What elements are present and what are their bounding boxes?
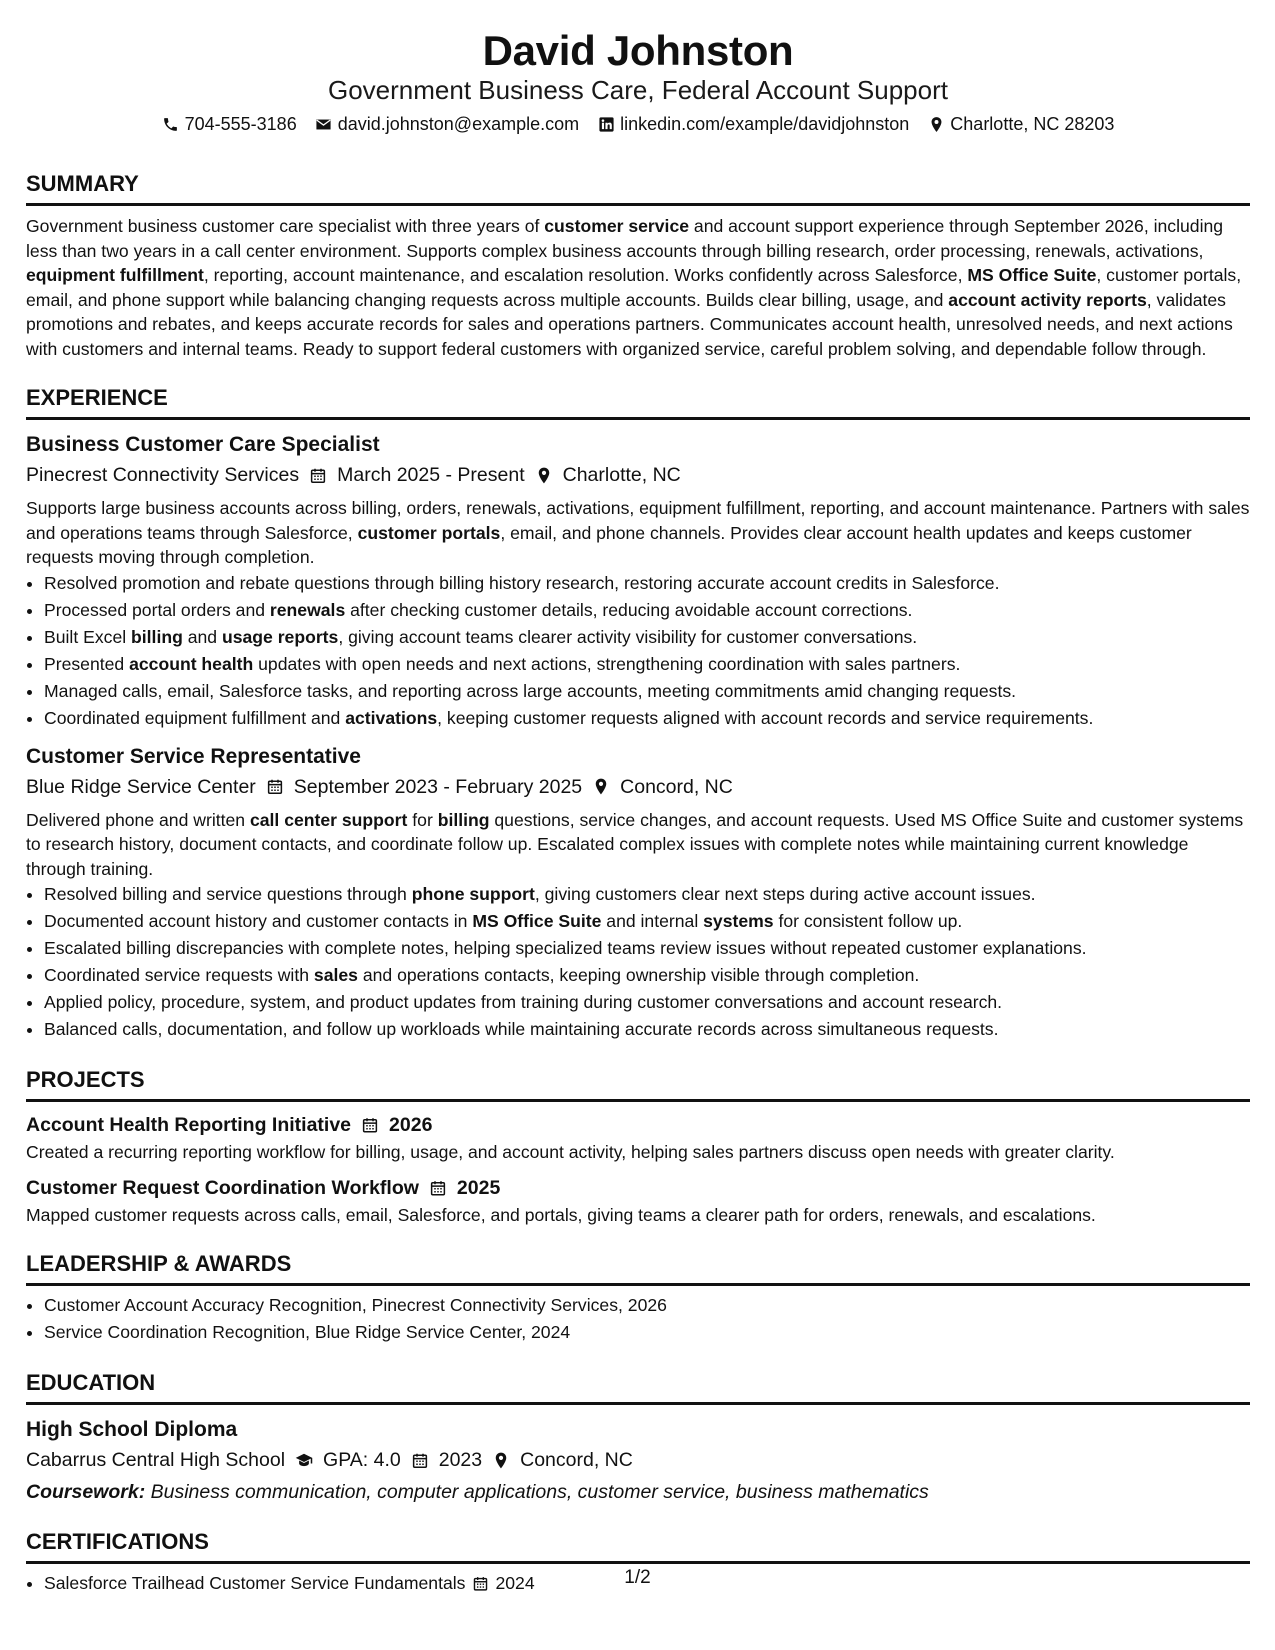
job-location: Charlotte, NC bbox=[562, 464, 681, 486]
bold-text: billing bbox=[437, 809, 490, 830]
bold-text: customer portals bbox=[357, 522, 501, 543]
contact-linkedin bbox=[597, 113, 909, 135]
bold-text: sales bbox=[313, 965, 358, 985]
text-run: , reporting, account maintenance, and escalation resolution. Works confidently across Salesforce, bbox=[203, 265, 968, 285]
cert-year: 2024 bbox=[495, 1573, 535, 1593]
text-run: for consistent follow up. bbox=[773, 911, 963, 931]
resume-page bbox=[26, 0, 1250, 1597]
job-title: Customer Service Representative bbox=[26, 744, 361, 768]
page-number: 1/2 bbox=[624, 1567, 651, 1588]
education-location: Concord, NC bbox=[520, 1449, 633, 1471]
text-run: , giving customers clear next steps during active account issues. bbox=[534, 884, 1036, 904]
education-year: 2023 bbox=[438, 1449, 483, 1471]
project-year: 2026 bbox=[389, 1114, 433, 1136]
calendar-icon bbox=[361, 1116, 379, 1134]
text-run: Supports large business accounts across billing, orders, renewals, activations, equipment fulfillment, reporting, and account maintenance. Partners with sales and operations teams through Salesforce, bbox=[26, 498, 1250, 543]
coursework-text: Business communication, computer applications, customer service, business mathematics bbox=[150, 1481, 929, 1503]
calendar-icon bbox=[429, 1179, 447, 1197]
calendar-icon bbox=[309, 466, 327, 484]
bold-text: systems bbox=[703, 911, 774, 931]
contact-location bbox=[927, 113, 1114, 135]
text-run: , customer portals, email, and phone support while balancing changing requests across multiple accounts. Builds clear billing, usage, and bbox=[26, 265, 1242, 310]
text-run: Delivered phone and written bbox=[26, 809, 250, 830]
text-run: Processed portal orders and bbox=[44, 599, 270, 620]
summary-heading: SUMMARY bbox=[26, 171, 1250, 206]
summary-text bbox=[26, 214, 1250, 361]
bold-text: equipment fulfillment bbox=[26, 265, 204, 285]
list-item bbox=[44, 908, 1250, 935]
job-dates: March 2025 - Present bbox=[337, 464, 525, 486]
education-gpa: GPA: 4.0 bbox=[323, 1449, 401, 1471]
text-run: Built Excel bbox=[44, 626, 132, 647]
bold-text: phone support bbox=[411, 884, 535, 904]
bold-text: billing bbox=[131, 626, 183, 647]
map-pin-icon bbox=[535, 466, 553, 484]
text-run: Managed calls, email, Salesforce tasks, and reporting across large accounts, meeting commitments amid changing requests. bbox=[44, 680, 1017, 701]
map-pin-icon bbox=[492, 1451, 510, 1469]
text-run: Applied policy, procedure, system, and product updates from training during customer conversations and account research. bbox=[44, 992, 1003, 1012]
list-item bbox=[44, 624, 1250, 651]
leadership-heading: LEADERSHIP & AWARDS bbox=[26, 1251, 1250, 1286]
list-item bbox=[44, 678, 1250, 705]
job-entry bbox=[26, 432, 1250, 732]
text-run: Resolved billing and service questions through bbox=[44, 884, 412, 904]
education-school: Cabarrus Central High School bbox=[26, 1449, 286, 1471]
job-bullets bbox=[26, 881, 1250, 1043]
contact-phone bbox=[162, 113, 297, 135]
text-run: updates with open needs and next actions, strengthening coordination with sales partners. bbox=[253, 653, 961, 674]
list-item: • Customer Account Accuracy Recognition, Pinecrest Connectivity Services, 2026 bbox=[44, 1292, 1250, 1319]
certifications-heading: CERTIFICATIONS bbox=[26, 1529, 1250, 1564]
bold-text: activations bbox=[345, 707, 438, 728]
linkedin-icon bbox=[597, 115, 615, 133]
list-item bbox=[44, 1016, 1250, 1043]
job-company: Pinecrest Connectivity Services bbox=[26, 464, 300, 486]
list-item: • Service Coordination Recognition, Blue Ridge Service Center, 2024 bbox=[44, 1319, 1250, 1346]
project-title: Account Health Reporting Initiative bbox=[26, 1114, 352, 1136]
project-description: Created a recurring reporting workflow for billing, usage, and account activity, helping sales partners discuss open needs with greater clarity. bbox=[26, 1142, 1115, 1162]
projects-heading: PROJECTS bbox=[26, 1067, 1250, 1102]
job-dates: September 2023 - February 2025 bbox=[293, 775, 583, 798]
contact-bar bbox=[26, 113, 1250, 135]
contact-location-text: Charlotte, NC 28203 bbox=[950, 114, 1115, 134]
text-run: and operations contacts, keeping ownership visible through completion. bbox=[357, 965, 920, 985]
job-description bbox=[26, 808, 1250, 882]
graduation-cap-icon bbox=[295, 1451, 313, 1469]
envelope-icon bbox=[315, 115, 333, 133]
candidate-title: Government Business Care, Federal Account Support bbox=[328, 75, 948, 105]
list-item bbox=[44, 881, 1250, 908]
project-title-row bbox=[26, 1175, 1250, 1201]
text-run: Coordinated service requests with bbox=[44, 965, 314, 985]
calendar-icon bbox=[266, 778, 284, 796]
text-run: , email, and phone channels. Provides clear account health updates and keeps customer requests moving through completion. bbox=[26, 522, 1192, 567]
education-coursework bbox=[26, 1479, 1250, 1505]
text-run: Presented bbox=[44, 653, 130, 674]
bold-text: renewals bbox=[269, 599, 346, 620]
education-heading: EDUCATION bbox=[26, 1370, 1250, 1405]
project-title: Customer Request Coordination Workflow bbox=[26, 1176, 419, 1199]
contact-phone-text[interactable]: 704-555-3186 bbox=[184, 114, 297, 134]
bold-text: call center support bbox=[249, 809, 408, 830]
text-run: Balanced calls, documentation, and follow up workloads while maintaining accurate records across simultaneous requests. bbox=[44, 1019, 999, 1039]
job-company: Blue Ridge Service Center bbox=[26, 775, 256, 798]
job-entry bbox=[26, 744, 1250, 1044]
contact-email-text[interactable]: david.johnston@example.com bbox=[337, 114, 580, 134]
text-run: , keeping customer requests aligned with account records and service requirements. bbox=[437, 707, 1094, 728]
job-meta bbox=[26, 462, 1250, 488]
project-description: Mapped customer requests across calls, email, Salesforce, and portals, giving teams a clearer path for orders, renewals, and escalations. bbox=[26, 1204, 1096, 1225]
text-run: Documented account history and customer contacts in bbox=[44, 911, 473, 931]
project-entry bbox=[26, 1112, 1250, 1165]
bold-text: usage reports bbox=[221, 626, 339, 647]
map-pin-icon bbox=[927, 115, 945, 133]
text-run: Escalated billing discrepancies with complete notes, helping specialized teams review issues without repeated customer explanations. bbox=[44, 938, 1087, 958]
list-item bbox=[44, 570, 1250, 597]
job-meta bbox=[26, 774, 1250, 800]
leadership-list bbox=[26, 1292, 1250, 1346]
text-run: and internal bbox=[601, 911, 704, 931]
project-entry bbox=[26, 1175, 1250, 1228]
bold-text: account health bbox=[129, 653, 254, 674]
list-item bbox=[44, 989, 1250, 1016]
text-run: and account support experience through September 2026, including less than two years in a call center environment. Supports complex business accounts through billing research, order processing, renewals, activations, bbox=[26, 216, 1224, 261]
phone-icon bbox=[162, 115, 180, 133]
project-year: 2025 bbox=[456, 1176, 501, 1199]
text-run: , validates promotions and rebates, and keeps accurate records for sales and operations partners. Communicates account health, unresolved needs, and next actions with customers and internal teams. Ready to support federal customers with organized service, careful problem solving, and dependable follow through. bbox=[26, 289, 1233, 359]
bold-text: customer service bbox=[544, 216, 690, 236]
list-item bbox=[44, 935, 1250, 962]
text-run: for bbox=[407, 809, 438, 830]
contact-email bbox=[315, 113, 579, 135]
text-run: questions, service changes, and account requests. Used MS Office Suite and customer systems to research history, document contacts, and coordinate follow up. Escalated complex issues with complete notes while maintaining current knowledge through training. bbox=[26, 809, 1244, 879]
education-meta bbox=[26, 1447, 1250, 1473]
list-item bbox=[44, 597, 1250, 624]
map-pin-icon bbox=[592, 778, 610, 796]
bold-text: MS Office Suite bbox=[472, 911, 602, 931]
text-run: Government business customer care specialist with three years of bbox=[26, 216, 545, 236]
candidate-name: David Johnston bbox=[482, 27, 794, 74]
job-title: Business Customer Care Specialist bbox=[26, 433, 380, 456]
bold-text: account activity reports bbox=[948, 289, 1147, 310]
list-item bbox=[44, 705, 1250, 732]
text-run: , giving account teams clearer activity visibility for customer conversations. bbox=[338, 626, 918, 647]
contact-linkedin-text[interactable]: linkedin.com/example/davidjohnston bbox=[620, 114, 910, 134]
cert-name: • Salesforce Trailhead Customer Service Fundamentals bbox=[44, 1573, 466, 1593]
experience-heading: EXPERIENCE bbox=[26, 385, 1250, 420]
coursework-label: Coursework: bbox=[26, 1481, 146, 1503]
list-item bbox=[44, 962, 1250, 989]
text-run: after checking customer details, reducing avoidable account corrections. bbox=[345, 599, 913, 620]
bold-text: MS Office Suite bbox=[967, 265, 1097, 285]
text-run: and bbox=[182, 626, 222, 647]
list-item bbox=[44, 651, 1250, 678]
education-degree: High School Diploma bbox=[26, 1418, 238, 1441]
job-description bbox=[26, 496, 1250, 570]
text-run: Resolved promotion and rebate questions through billing history research, restoring accurate account credits in Salesforce. bbox=[44, 572, 1000, 593]
text-run: Coordinated equipment fulfillment and bbox=[44, 707, 346, 728]
job-bullets bbox=[26, 570, 1250, 732]
project-title-row bbox=[26, 1112, 1250, 1138]
job-location: Concord, NC bbox=[620, 775, 733, 798]
calendar-icon bbox=[411, 1451, 429, 1469]
